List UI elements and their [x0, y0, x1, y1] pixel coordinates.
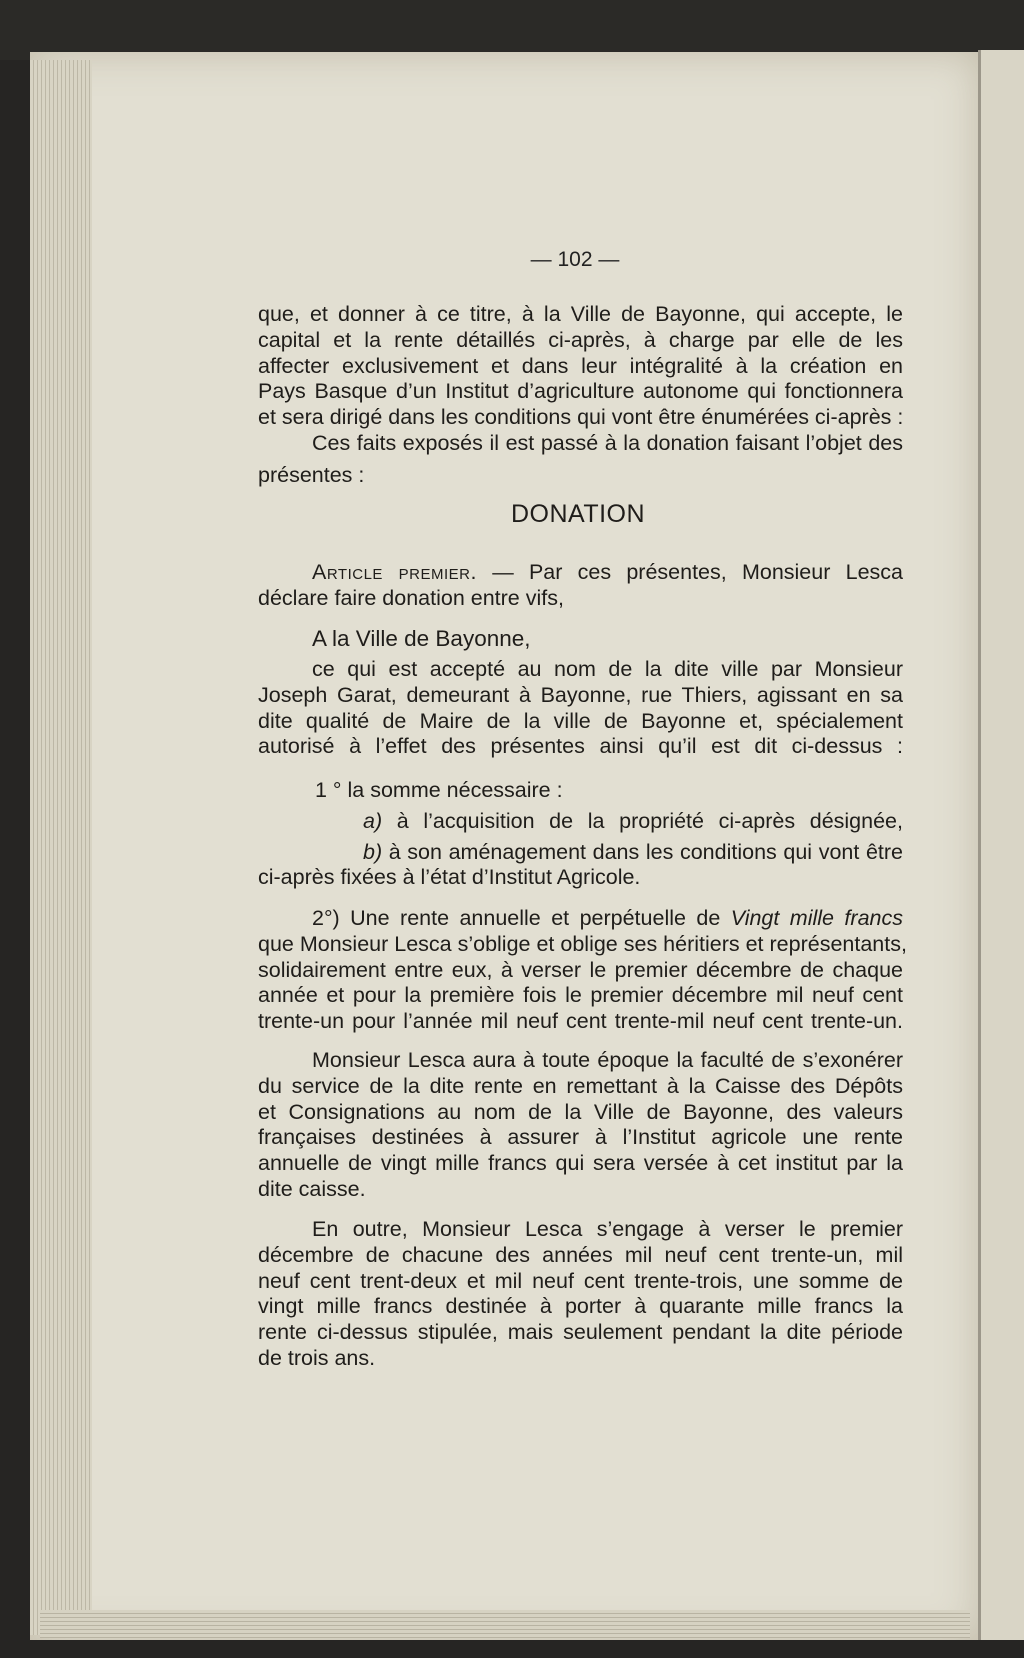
text-line: En outre, Monsieur Lesca s’engage à verser le premier [312, 1217, 903, 1241]
text-span: à son aménagement dans les conditions qui vont être [382, 839, 903, 864]
text-line: capital et la rente détaillés ci-après, à charge par elle de les [258, 327, 903, 352]
text-line: ce qui est accepté au nom de la dite ville par Monsieur [312, 657, 903, 681]
text-line: de trois ans. [258, 1345, 376, 1370]
text-line: décembre de chacune des années mil neuf cent trente-un, mil [258, 1242, 903, 1267]
text-line: neuf cent trent-deux et mil neuf cent trente-trois, une somme de [258, 1268, 903, 1293]
text-line: et sera dirigé dans les conditions qui vont être énumérées ci-après : [258, 405, 904, 430]
text-line: Ces faits exposés il est passé à la donation faisant l’objet des [312, 430, 903, 455]
text-line [258, 906, 903, 932]
page-bottom-edge [40, 1610, 970, 1638]
text-line [258, 809, 903, 835]
text-line: année et pour la première fois le premier décembre mil neuf cent [258, 983, 903, 1008]
facing-page-edge [978, 50, 1024, 1640]
item-1 [258, 778, 903, 891]
text-line: du service de la dite rente en remettant à la Caisse des Dépôts [258, 1073, 903, 1098]
text-line: A la Ville de Bayonne, [312, 626, 531, 651]
text-span: 2°) Une rente annuelle et perpétuelle de [312, 906, 731, 930]
item-2 [258, 906, 907, 1035]
text-line: affecter exclusivement et dans leur intégralité à la création en [258, 353, 903, 378]
text-line: présentes : [258, 462, 365, 487]
item-b-label: b) [363, 839, 383, 864]
text-line: annuelle de vingt mille francs qui sera versée à cet institut par la [258, 1151, 903, 1176]
text-line: et Consignations au nom de la Ville de Bayonne, des valeurs [258, 1099, 903, 1124]
text-line: 1 ° la somme nécessaire : [315, 778, 563, 802]
text-line: dite caisse. [258, 1176, 366, 1201]
text-line: rente ci-dessus stipulée, mais seulement pendant la dite période [258, 1320, 903, 1345]
text-line: dite qualité de Maire de la ville de Bayonne et, spécialement [258, 708, 903, 733]
supplement-paragraph [258, 1217, 903, 1372]
beneficiary-line [258, 626, 903, 652]
text-line [258, 560, 903, 586]
text-span: — Par ces présentes, Monsieur Lesca [476, 560, 903, 584]
text-line: que Monsieur Lesca s’oblige et oblige ses héritiers et représentants, [258, 931, 907, 956]
text-line: trente-un pour l’année mil neuf cent trente-mil neuf cent trente-un. [258, 1009, 903, 1034]
text-line: que, et donner à ce titre, à la Ville de Bayonne, qui accepte, le [258, 302, 903, 326]
page-stack-edge [30, 60, 92, 1635]
scan-background [0, 0, 1024, 60]
text-line: solidairement entre eux, à verser le premier décembre de chaque [258, 957, 903, 982]
acceptance-paragraph [258, 657, 903, 760]
article-label: Article premier. [312, 560, 477, 584]
text-line: françaises destinées à assurer à l’Institut agricole une rente [258, 1125, 903, 1150]
text-span: à l’acquisition de la propriété ci-après désignée, [382, 808, 903, 833]
text-line [258, 840, 903, 866]
item-a-label: a) [363, 808, 383, 833]
text-line: déclare faire donation entre vifs, [258, 585, 564, 610]
exoneration-paragraph [258, 1048, 903, 1203]
section-title: DONATION [510, 500, 646, 528]
page-number: — 102 — [530, 248, 620, 271]
text-line: vingt mille francs destinée à porter à quarante mille francs la [258, 1294, 903, 1319]
text-line: Monsieur Lesca aura à toute époque la faculté de s’exonérer [312, 1048, 903, 1072]
article-paragraph [258, 560, 903, 612]
emphasis: Vingt mille francs [730, 906, 903, 930]
intro-paragraph [258, 302, 903, 489]
text-line: autorisé à l’effet des présentes ainsi qu’il est dit ci-dessus : [258, 734, 903, 759]
text-line: Pays Basque d’un Institut d’agriculture autonome qui fonctionnera [258, 379, 903, 404]
text-line: ci-après fixées à l’état d’Institut Agricole. [258, 865, 641, 890]
text-line: Joseph Garat, demeurant à Bayonne, rue Thiers, agissant en sa [258, 682, 903, 707]
